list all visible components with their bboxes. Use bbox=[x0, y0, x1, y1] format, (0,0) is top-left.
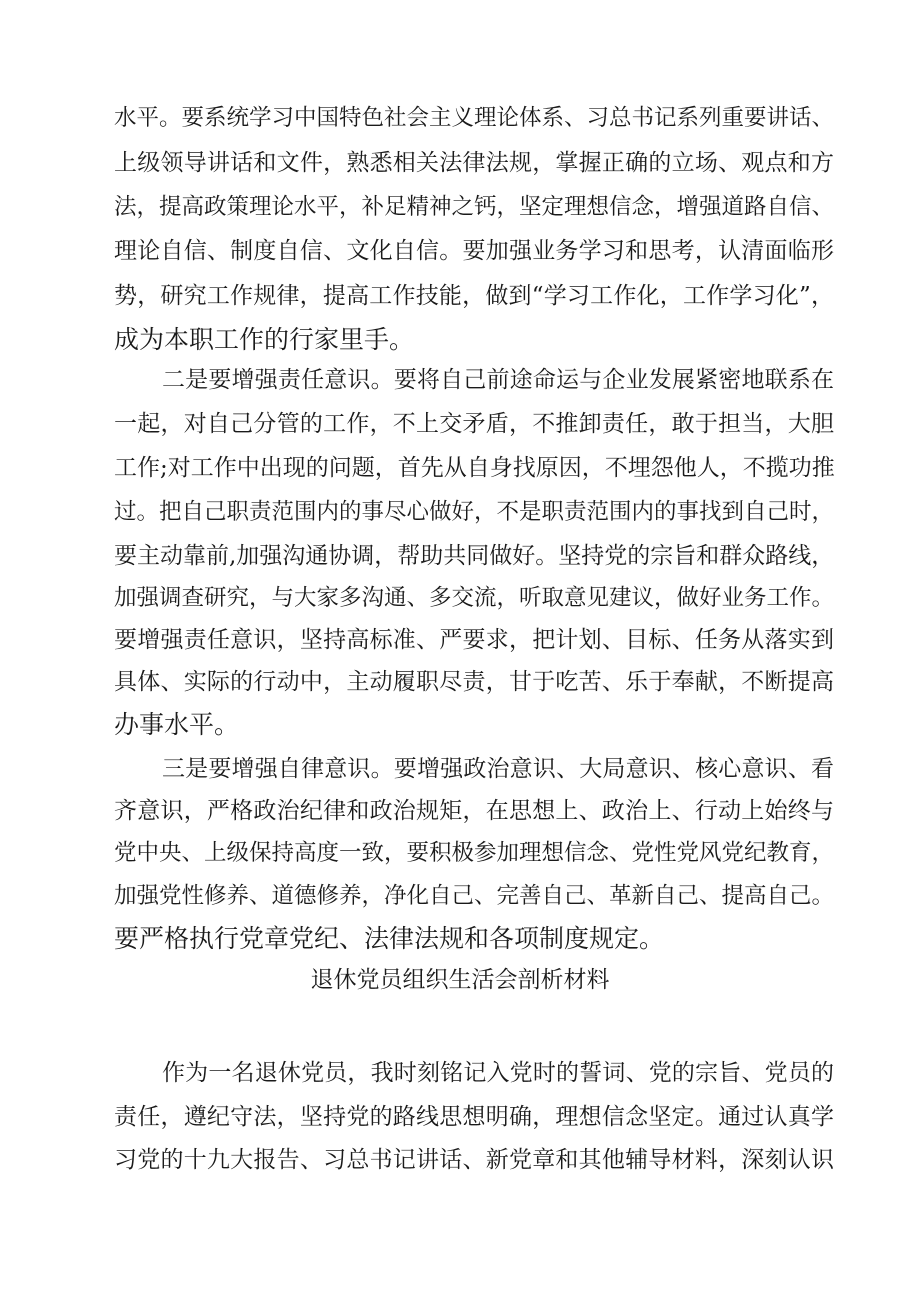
body-text-line: 一起，对自己分管的工作，不上交矛盾，不推卸责任，敢于担当，大胆 bbox=[114, 411, 834, 437]
body-text-line: 工作;对工作中出现的问题，首先从自身找原因，不埋怨他人，不揽功推 bbox=[114, 455, 835, 481]
body-text-line: 理论自信、制度自信、文化自信。要加强业务学习和思考，认清面临形 bbox=[114, 238, 834, 264]
section-heading: 退休党员组织生活会剖析材料 bbox=[310, 967, 610, 993]
body-text-line: 习党的十九大报告、习总书记讲话、新党章和其他辅导材料，深刻认识 bbox=[114, 1147, 834, 1173]
body-text-line: 过。把自己职责范围内的事尽心做好，不是职责范围内的事找到自己时， bbox=[114, 499, 835, 525]
body-text-line: 具体、实际的行动中，主动履职尽责，甘于吃苦、乐于奉献，不断提高 bbox=[114, 669, 834, 695]
body-text-line: 责任，遵纪守法，坚持党的路线思想明确，理想信念坚定。通过认真学 bbox=[114, 1104, 834, 1130]
paragraph-first-line: 作为一名退休党员，我时刻铭记入党时的誓词、党的宗旨、党员的 bbox=[162, 1060, 834, 1086]
body-text-line: 要增强责任意识，坚持高标准、严要求，把计划、目标、任务从落实到 bbox=[114, 627, 834, 653]
body-text-line: 加强党性修养、道德修养，净化自己、完善自己、革新自己、提高自己。 bbox=[114, 883, 835, 909]
body-text-line: 上级领导讲话和文件，熟悉相关法律法规，掌握正确的立场、观点和方 bbox=[114, 150, 834, 176]
paragraph-first-line: 二是要增强责任意识。要将自己前途命运与企业发展紧密地联系在 bbox=[162, 367, 834, 393]
body-text-line: 要主动靠前,加强沟通协调，帮助共同做好。坚持党的宗旨和群众路线， bbox=[114, 543, 835, 569]
body-text-line: 要严格执行党章党纪、法律法规和各项制度规定。 bbox=[114, 924, 665, 953]
body-text-line: 水平。要系统学习中国特色社会主义理论体系、习总书记系列重要讲话、 bbox=[114, 105, 835, 131]
body-text-line: 成为本职工作的行家里手。 bbox=[114, 325, 415, 354]
body-text-line: 加强调查研究，与大家多沟通、多交流，听取意见建议，做好业务工作。 bbox=[114, 585, 835, 611]
paragraph-first-line: 三是要增强自律意识。要增强政治意识、大局意识、核心意识、看 bbox=[162, 756, 834, 782]
body-text-line: 办事水平。 bbox=[114, 710, 240, 739]
body-text-line: 党中央、上级保持高度一致，要积极参加理想信念、党性党风党纪教育， bbox=[114, 840, 835, 866]
body-text-line: 法，提高政策理论水平，补足精神之钙，坚定理想信念，增强道路自信、 bbox=[114, 194, 835, 220]
body-text-line: 齐意识，严格政治纪律和政治规矩，在思想上、政治上、行动上始终与 bbox=[114, 798, 834, 824]
body-text-line: 势，研究工作规律，提高工作技能，做到“学习工作化，工作学习化”， bbox=[114, 283, 834, 309]
